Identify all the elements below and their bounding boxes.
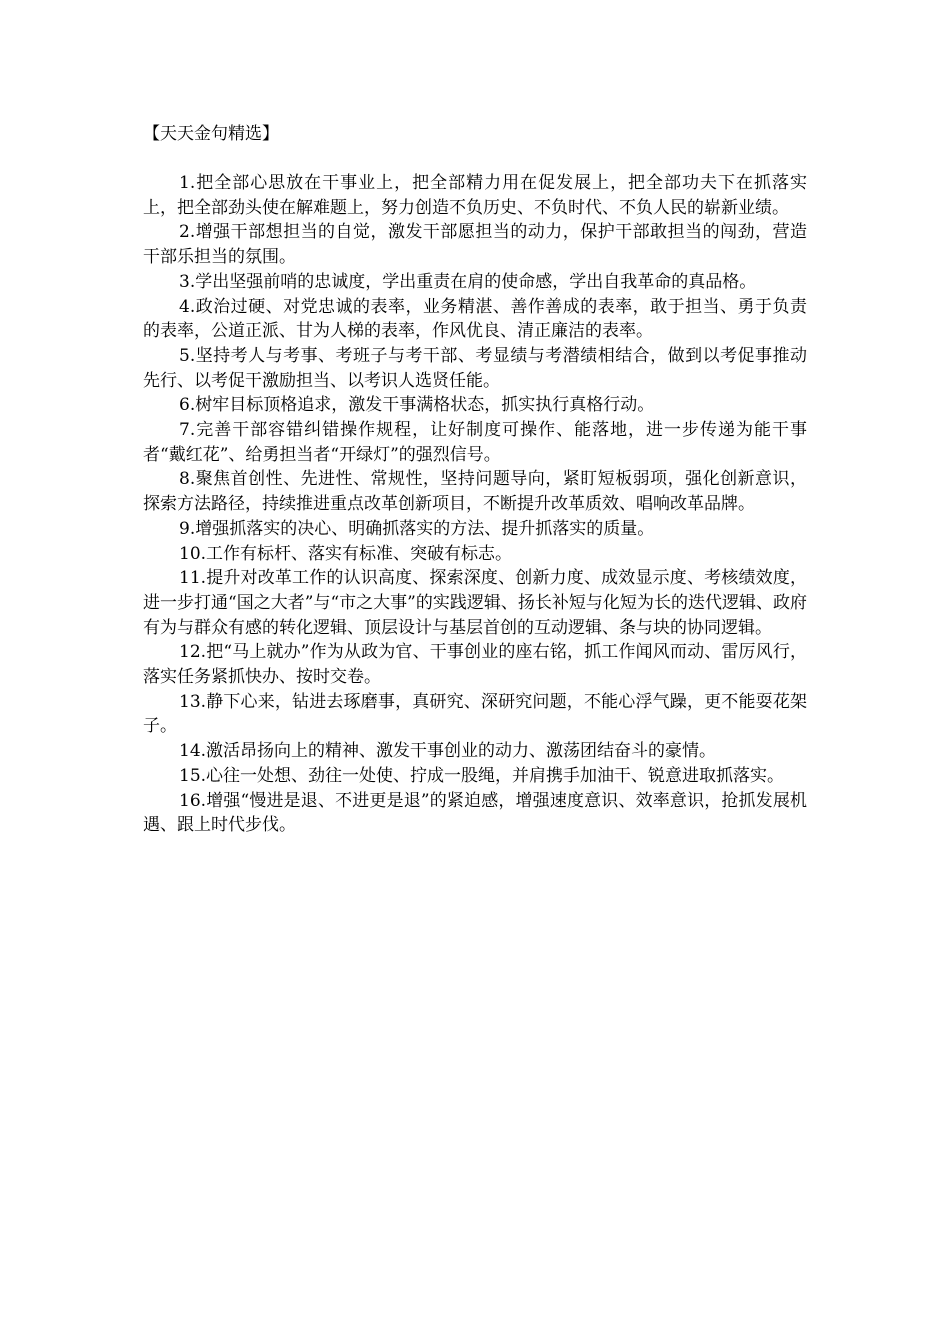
quote-paragraph-5: 5.坚持考人与考事、考班子与考干部、考显绩与考潜绩相结合，做到以考促事推动先行、以考促干激励担当、以考识人选贤任能。 bbox=[143, 345, 807, 391]
quote-paragraph-3: 3.学出坚强前哨的忠诚度，学出重责在肩的使命感，学出自我革命的真品格。 bbox=[179, 271, 757, 292]
quote-paragraph-8: 8.聚焦首创性、先进性、常规性，坚持问题导向，紧盯短板弱项，强化创新意识，探索方法路径，持续推进重点改革创新项目，不断提升改革质效、唱响改革品牌。 bbox=[143, 469, 807, 515]
document-body bbox=[143, 122, 807, 838]
quote-paragraph-12: 12.把“马上就办”作为从政为官、干事创业的座右铭，抓工作闻风而动、雷厉风行，落实任务紧抓快办、按时交卷。 bbox=[143, 642, 807, 688]
quote-paragraph-10: 10.工作有标杆、落实有标准、突破有标志。 bbox=[179, 543, 513, 564]
quote-paragraph-1: 1.把全部心思放在干事业上，把全部精力用在促发展上，把全部功夫下在抓落实上，把全部劲头使在解难题上，努力创造不负历史、不负时代、不负人民的崭新业绩。 bbox=[143, 173, 807, 218]
quote-paragraph-15: 15.心往一处想、劲往一处使、拧成一股绳，并肩携手加油干、锐意进取抓落实。 bbox=[179, 765, 785, 786]
quote-paragraph-11: 11.提升对改革工作的认识高度、探索深度、创新力度、成效显示度、考核绩效度，进一步打通“国之大者”与“市之大事”的实践逻辑、扬长补短与化短为长的迭代逻辑、政府有为与群众有感的转化逻辑、顶层设计与基层首创的互动逻辑、条与块的协同逻辑。 bbox=[143, 568, 807, 638]
quote-paragraph-2: 2.增强干部想担当的自觉，激发干部愿担当的动力，保护干部敢担当的闯劲，营造干部乐担当的氛围。 bbox=[143, 222, 807, 268]
quote-paragraph-6: 6.树牢目标顶格追求，激发干事满格状态，抓实执行真格行动。 bbox=[179, 395, 655, 416]
quote-paragraph-14: 14.激活昂扬向上的精神、激发干事创业的动力、激荡团结奋斗的豪情。 bbox=[179, 741, 717, 762]
quote-paragraph-9: 9.增强抓落实的决心、明确抓落实的方法、提升抓落实的质量。 bbox=[179, 518, 655, 539]
quote-paragraph-4: 4.政治过硬、对党忠诚的表率，业务精湛、善作善成的表率，敢于担当、勇于负责的表率，公道正派、甘为人梯的表率，作风优良、清正廉洁的表率。 bbox=[143, 296, 807, 342]
quote-paragraph-7: 7.完善干部容错纠错操作规程，让好制度可操作、能落地，进一步传递为能干事者“戴红花”、给勇担当者“开绿灯”的强烈信号。 bbox=[143, 420, 807, 465]
quote-paragraph-16: 16.增强“慢进是退、不进更是退”的紧迫感，增强速度意识、效率意识，抢抓发展机遇、跟上时代步伐。 bbox=[143, 790, 807, 836]
document-title: 【天天金句精选】 bbox=[143, 124, 279, 144]
quote-paragraph-13: 13.静下心来，钻进去琢磨事，真研究、深研究问题，不能心浮气躁，更不能耍花架子。 bbox=[143, 691, 807, 737]
